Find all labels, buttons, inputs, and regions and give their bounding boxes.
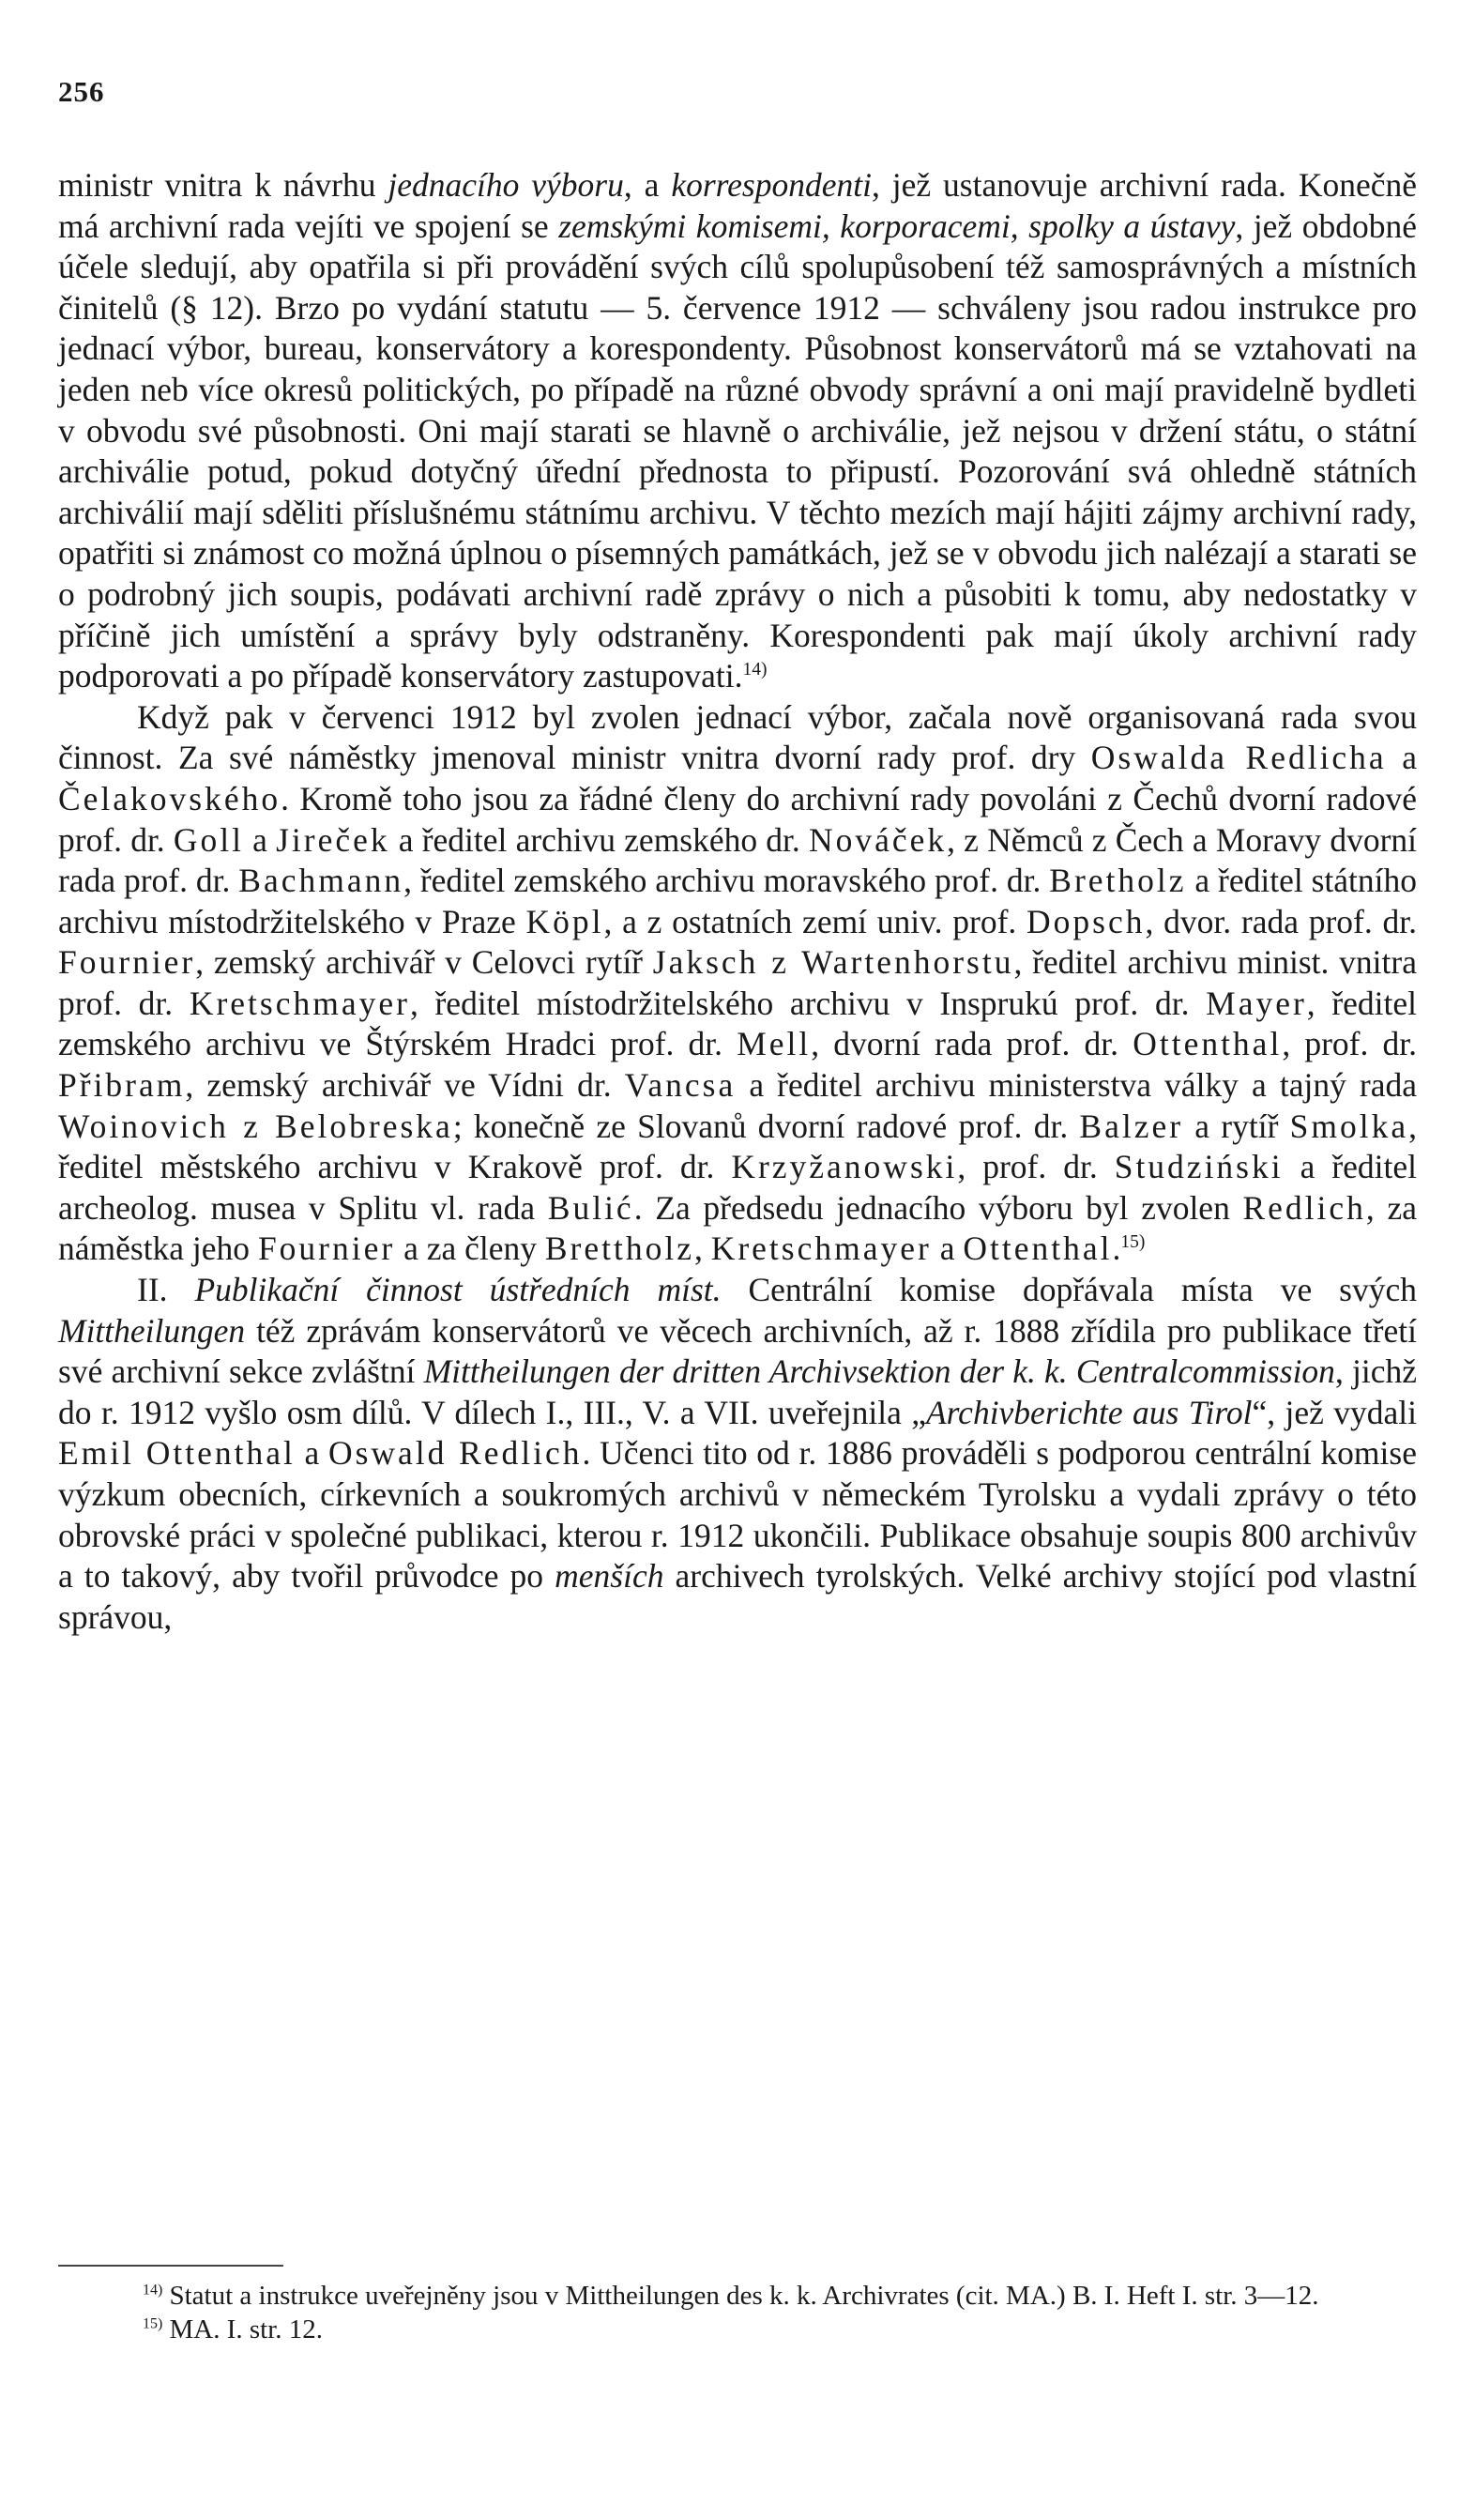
- spaced-name: Mell: [737, 1025, 812, 1063]
- text-run: Statut a instrukce uveřejněny jsou v Mittheilungen des k. k. Archivrates (cit. MA.) B. I. Heft I. str. 3—12.: [162, 2281, 1319, 2311]
- footnote-divider: [58, 2265, 283, 2267]
- spaced-name: Studziński: [1114, 1148, 1284, 1186]
- text-run: , prof. dr.: [1282, 1025, 1418, 1063]
- italic-phrase: Publikační činnost ústředních míst.: [194, 1271, 722, 1309]
- text-run: Když pak v červenci 1912 byl zvolen jednací výbor, začala nově organisovaná rada svou činnost. Za své náměstky jmenoval ministr vnitra dvorní rady prof. dry: [58, 697, 1417, 777]
- text-run: , z Němců z Čech a Moravy dvorní rada prof. dr.: [58, 820, 1418, 900]
- text-run: , a: [623, 166, 672, 204]
- footnotes: [58, 2279, 1417, 2346]
- spaced-name: Vancsa: [624, 1066, 737, 1105]
- text-run: Centrální komise dopřávala místa ve svých: [721, 1271, 1417, 1309]
- text-run: . Kromě toho jsou za řádné členy do archivní rady povoláni z Čechů dvorní radové prof. dr.: [58, 779, 1417, 859]
- text-run: , jichž do r. 1912 vyšlo osm dílů. V dílech I., III., V. a VII. uveřejnila „: [58, 1352, 1417, 1431]
- text-run: , ředitel archivu minist. vnitra prof. dr.: [58, 943, 1417, 1022]
- spaced-name: Bretholz: [1049, 862, 1187, 900]
- spaced-name: Köpl: [525, 902, 604, 940]
- spaced-name: Přibram: [58, 1066, 186, 1105]
- text-run: a ředitel archivu ministerstva války a tajný rada: [736, 1066, 1417, 1105]
- text-run: , dvorní rada prof. dr.: [811, 1025, 1133, 1063]
- text-run: , ředitel místodržitelského archivu v Insprukú prof. dr.: [409, 984, 1207, 1022]
- paragraph: [58, 165, 1417, 697]
- text-run: a: [243, 820, 277, 859]
- spaced-name: Jaksch z Wartenhorstu: [652, 943, 1014, 982]
- text-run: a: [1386, 739, 1417, 777]
- italic-phrase: korrespondenti: [671, 166, 872, 204]
- text-run: a za členy: [395, 1229, 545, 1268]
- text-run: a: [931, 1229, 964, 1268]
- spaced-name: Ottenthal: [963, 1229, 1113, 1268]
- italic-phrase: zemskými komisemi, korporacemi, spolky a ústavy: [558, 206, 1236, 245]
- text-run: II.: [137, 1271, 195, 1309]
- footnote: [58, 2279, 1417, 2313]
- text-run: .: [1112, 1229, 1121, 1268]
- text-run: . Za předsedu jednacího výboru byl zvolen: [633, 1188, 1243, 1227]
- text-run: “, jež vydali: [1252, 1393, 1417, 1431]
- footnote-reference: 14): [143, 2282, 163, 2299]
- spaced-name: Smolka: [1289, 1107, 1409, 1145]
- text-run: , zemský archivář v Celovci rytíř: [195, 943, 653, 982]
- spaced-name: Ottenthal: [1133, 1025, 1283, 1063]
- italic-phrase: menších: [555, 1557, 664, 1596]
- text-run: a ředitel archivu zemského dr.: [389, 820, 809, 859]
- text-run: a ředitel státního archivu místodržitelského v Praze: [58, 862, 1418, 940]
- italic-phrase: jednacího výboru: [388, 166, 624, 204]
- spaced-name: Dopsch: [1026, 902, 1146, 940]
- text-run: , ředitel městského archivu v Krakově prof. dr.: [58, 1107, 1417, 1186]
- text-run: ; konečně ze Slovanů dvorní radové prof. dr.: [452, 1107, 1080, 1145]
- spaced-name: Oswald Redlich: [327, 1434, 583, 1473]
- page-number: 256: [58, 75, 105, 108]
- spaced-name: Bulić: [547, 1188, 634, 1227]
- spaced-name: Goll: [173, 820, 244, 859]
- spaced-name: Krzyžanowski: [731, 1148, 958, 1186]
- footnote: [58, 2313, 1417, 2346]
- text-run: , jež ustanovuje archivní rada. Konečně má archivní rada vejíti ve spojení se: [58, 166, 1417, 245]
- italic-phrase: Archivberichte aus Tirol: [926, 1393, 1253, 1431]
- spaced-name: Emil Ottenthal: [58, 1434, 296, 1473]
- spaced-name: Oswalda Redlicha: [1090, 739, 1387, 777]
- footnote-reference: 14): [742, 660, 768, 680]
- italic-phrase: Mittheilungen: [58, 1311, 246, 1350]
- spaced-name: Fournier: [257, 1229, 396, 1268]
- text-run: též zprávám konservátorů ve věcech archivních, až r. 1888 zřídila pro publikace třetí své archivní sekce zvláštní: [58, 1311, 1417, 1391]
- text-run: , ředitel zemského archivu moravského prof. dr.: [403, 862, 1050, 900]
- spaced-name: Fournier: [58, 943, 196, 982]
- italic-phrase: Mittheilungen der dritten Archivsektion der k. k. Centralcommission: [423, 1352, 1335, 1391]
- text-run: , zemský archivář ve Vídni dr.: [185, 1066, 625, 1105]
- text-run: . Učenci tito od r. 1886 prováděli s podporou centrální komise výzkum obecních, církevních a soukromých archivů v německém Tyrolsku a vydali zprávy o této obrovské práci v společné publikaci, kterou r. 1912 ukončili. Publikace obsahuje soupis 800 archivův a to takový, aby tvořil průvodce po: [58, 1434, 1417, 1596]
- body-text: [58, 165, 1417, 1638]
- spaced-name: Mayer: [1206, 984, 1307, 1022]
- spaced-name: Balzer: [1079, 1107, 1184, 1145]
- text-run: a: [295, 1434, 328, 1473]
- spaced-name: Kretschmayer: [710, 1229, 932, 1268]
- text-run: , a z ostatních zemí univ. prof.: [603, 902, 1027, 940]
- text-run: , jež obdobné účele sledují, aby opatřila si při provádění svých cílů spolupůsobení též samosprávných a místních činitelů (§ 12). Brzo po vydání statutu — 5. července 1912 — schváleny jsou radou instrukce pro jednací výbor, bureau, konservátory a korespondenty. Působnost konservátorů má se vztahovati na jeden neb více okresů politických, po případě na různé obvody správní a oni mají pravidelně bydleti v obvodu své působnosti. Oni mají starati se hlavně o archiválie, jež nejsou v držení státu, o státní archiválie potud, pokud dotyčný úřední přednosta to připustí. Pozorování svá ohledně státních archiválií mají sděliti příslušnému státnímu archivu. V těchto mezích mají hájiti zájmy archivní rady, opatřiti si známost co možná úplnou o písemných památkách, jež se v obvodu jich nalézají a starati se o podrobný jich soupis, podávati archivní radě zprávy o nich a působiti k tomu, aby nedostatky v příčině jich umístění a správy byly odstraněny. Korespondenti pak mají úkoly archivní rady podporovati a po případě konservátory zastupovati.: [58, 206, 1417, 695]
- text-run: ministr vnitra k návrhu: [58, 166, 388, 204]
- text-run: , dvor. rada prof. dr.: [1145, 902, 1417, 940]
- text-run: , za náměstka jeho: [58, 1188, 1417, 1268]
- text-run: archivech tyrolských. Velké archivy stojící pod vlastní správou,: [58, 1557, 1417, 1636]
- text-run: ,: [693, 1229, 711, 1268]
- spaced-name: Bachmann: [238, 862, 404, 900]
- text-run: , ředitel zemského archivu ve Štýrském Hradci prof. dr.: [58, 984, 1417, 1063]
- paragraph: [58, 1270, 1417, 1638]
- spaced-name: Jireček: [276, 820, 390, 859]
- paragraph: [58, 697, 1417, 1270]
- text-run: , prof. dr.: [957, 1148, 1115, 1186]
- footnote-reference: 15): [143, 2315, 163, 2332]
- spaced-name: Redlich: [1242, 1188, 1366, 1227]
- spaced-name: Nováček: [808, 820, 948, 859]
- spaced-name: Woinovich z Belobreska: [58, 1107, 453, 1145]
- text-run: a ředitel archeolog. musea v Splitu vl. rada: [58, 1148, 1417, 1227]
- spaced-name: Brettholz: [544, 1229, 694, 1268]
- footnote-reference: 15): [1120, 1232, 1146, 1253]
- text-run: MA. I. str. 12.: [162, 2314, 324, 2344]
- text-run: a rytíř: [1183, 1107, 1290, 1145]
- spaced-name: Kretschmayer: [189, 984, 410, 1022]
- spaced-name: Čelakovského: [58, 779, 281, 817]
